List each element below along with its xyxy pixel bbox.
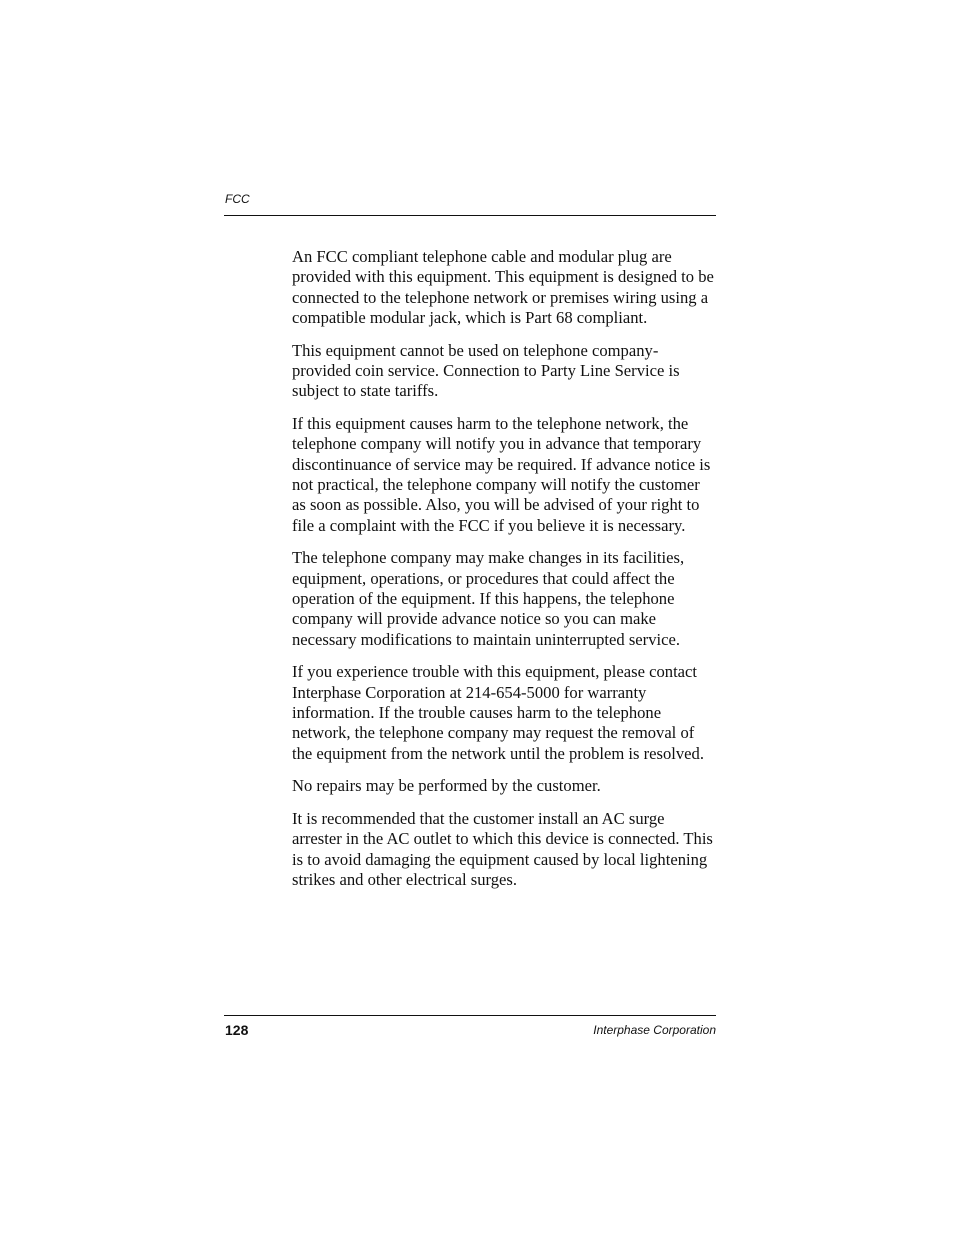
paragraph-no-repairs: No repairs may be performed by the customer. xyxy=(292,776,601,796)
paragraph-cable-and-plug: An FCC compliant telephone cable and modular plug are provided with this equipment. This equipment is designed to be connected to the telephone network or premises wiring using a compatible modular jack, which is Part 68 compliant. xyxy=(292,247,714,327)
paragraph-surge-arrester: It is recommended that the customer install an AC surge arrester in the AC outlet to which this device is connected. This is to avoid damaging the equipment caused by local lightening strikes and other electrical surges. xyxy=(292,809,713,890)
running-header-section: FCC xyxy=(225,192,250,206)
body-text xyxy=(292,247,716,903)
paragraph-network-harm: If this equipment causes harm to the telephone network, the telephone company will notify you in advance that temporary discontinuance of service may be required. If advance notice is not practical, the telephone company will notify the customer as soon as possible. Also, you will be advised of your right to file a complaint with the FCC if you believe it is necessary. xyxy=(292,414,711,535)
paragraph-trouble-contact: If you experience trouble with this equipment, please contact Interphase Corporation at 214-654-5000 for warranty information. If the trouble causes harm to the telephone network, the telephone company may request the removal of the equipment from the network until the problem is resolved. xyxy=(292,662,704,763)
paragraph-coin-service: This equipment cannot be used on telephone company-provided coin service. Connection to Party Line Service is subject to state tariffs. xyxy=(292,340,680,401)
footer-divider xyxy=(224,1015,716,1016)
paragraph-facility-changes: The telephone company may make changes in its facilities, equipment, operations, or procedures that could affect the operation of the equipment. If this happens, the telephone company will provide advance notice so you can make necessary modifications to maintain uninterrupted service. xyxy=(292,548,685,649)
header-divider xyxy=(224,215,716,216)
footer-company-name: Interphase Corporation xyxy=(593,1023,716,1037)
page-number: 128 xyxy=(225,1022,249,1038)
